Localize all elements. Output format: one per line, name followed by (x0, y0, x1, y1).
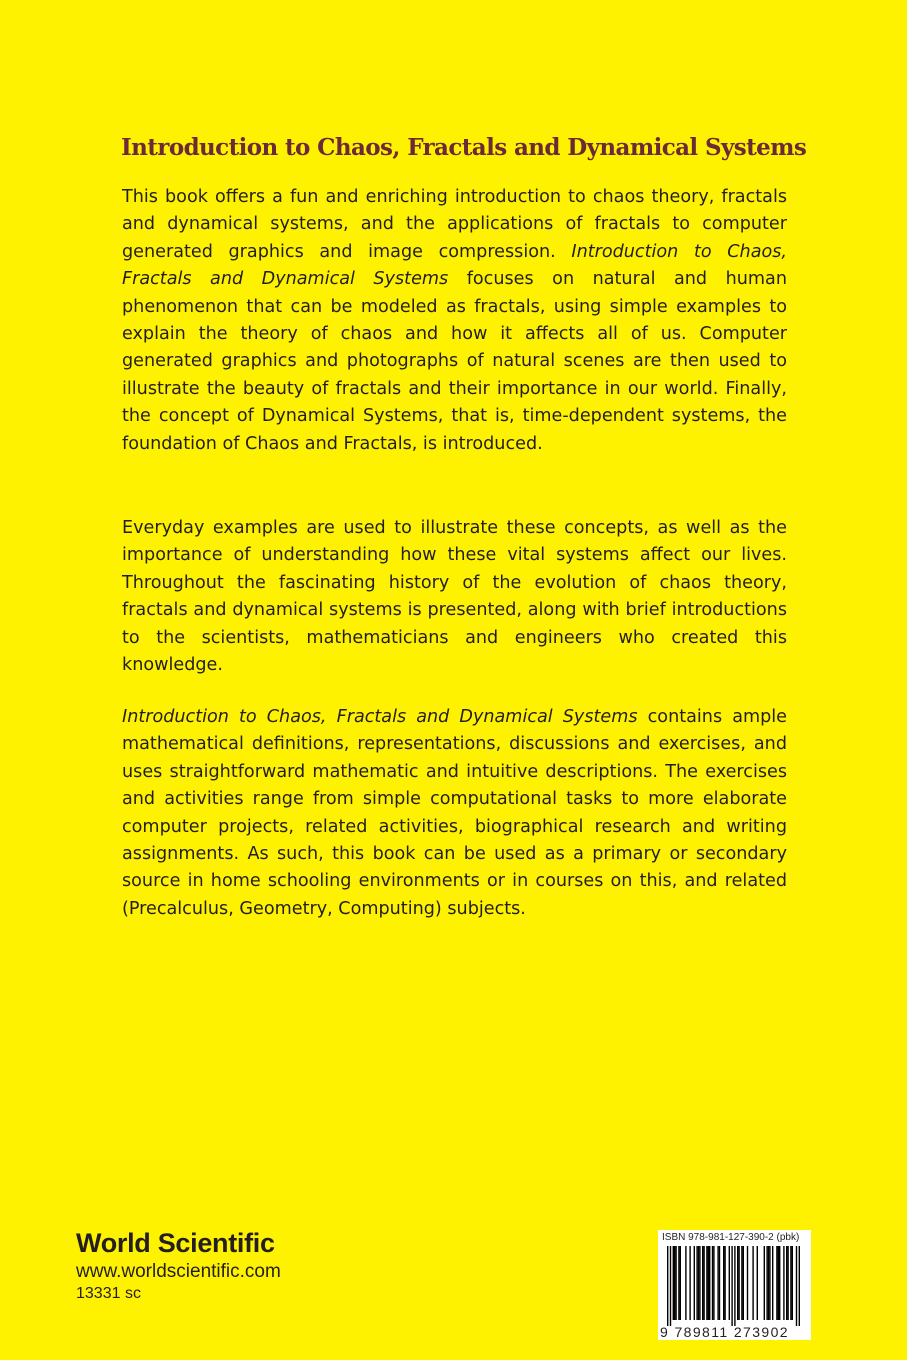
barcode-bar (673, 1246, 674, 1320)
barcode-bar (790, 1246, 791, 1320)
barcode-bar (712, 1246, 713, 1320)
barcode-bar (776, 1246, 777, 1320)
barcode-bar (752, 1246, 753, 1320)
barcode-bar (743, 1246, 744, 1320)
barcode-bar (737, 1246, 738, 1320)
barcode-bar (734, 1246, 735, 1326)
publisher-url: www.worldscientific.com (76, 1261, 281, 1282)
barcode-bar (778, 1246, 779, 1320)
barcode-bar (703, 1246, 704, 1320)
barcode-bar (783, 1246, 784, 1320)
barcode-bar (731, 1246, 732, 1326)
para1-text-b: focuses on natural and human phenomenon that can be modeled as fractals, using simple examples to explain the theory of chaos and how it affects all of us. Computer generated graphics and photographs of natural scenes are then used to illustrate the beauty of fractals and their importance in our world. Finally, the concept of Dynamical Systems, that is, time-dependent systems, the foundation of Chaos and Fractals, is introduced. (122, 269, 787, 454)
barcode-bar (729, 1246, 730, 1320)
barcode-bar (685, 1246, 686, 1320)
publisher-name: World Scientific (76, 1228, 275, 1258)
barcode-bar (699, 1246, 700, 1320)
barcode-bar (709, 1246, 710, 1320)
description-paragraph-2: Everyday examples are used to illustrate these concepts, as well as the importance of understanding how these vital systems affect our lives. Throughout the fascinating history of the evolution of chaos theory, fractals and dynamical systems is presented, along with brief introductions to the scientists, mathematicians and engineers who created this knowledge. (122, 518, 787, 676)
isbn-label: ISBN 978-981-127-390-2 (pbk) (662, 1232, 800, 1243)
barcode-bar (766, 1246, 767, 1320)
description-paragraph-1 (122, 184, 787, 458)
barcode-bar (787, 1246, 788, 1320)
barcode-bar (764, 1246, 765, 1320)
barcode-bar (689, 1246, 690, 1320)
barcode-bar (702, 1246, 703, 1320)
publisher-block (76, 1228, 281, 1303)
barcode-bar (796, 1246, 797, 1326)
barcode-bar (772, 1246, 773, 1320)
barcode-bar (680, 1246, 681, 1320)
barcode-bar (670, 1246, 671, 1326)
barcode-bar (738, 1246, 739, 1320)
barcode-bar (674, 1246, 675, 1320)
barcode-icon (664, 1246, 805, 1326)
para1-text-a: This book offers a fun and enriching introduction to chaos theory, fractals and dynamical systems, and the applications of fractals to computer generated graphics and image compression. (122, 187, 787, 262)
barcode-bar (724, 1246, 725, 1320)
barcode-bar (717, 1246, 718, 1320)
book-title: Introduction to Chaos, Fractals and Dynamical Systems (121, 134, 807, 161)
publisher-code: 13331 sc (76, 1285, 141, 1302)
barcode-bar (708, 1246, 709, 1320)
barcode-bar (667, 1246, 668, 1326)
description-paragraph-3 (122, 704, 787, 923)
barcode-bar (792, 1246, 793, 1320)
barcode-bar (723, 1246, 724, 1320)
para3-text-b: contains ample mathematical definitions, representations, discussions and exercises, and uses straightforward mathematic and intuitive descriptions. The exercises and activities range from simple computational tasks to more elaborate computer projects, related activities, biographical research and writing assignments. As such, this book can be used as a primary or secondary source in home schooling environments or in courses on this, and related (Precalculus, Geometry, Computing) subjects. (122, 707, 787, 919)
barcode-bar (696, 1246, 697, 1320)
barcode-bar (741, 1246, 742, 1320)
barcode-bar (779, 1246, 780, 1320)
barcode-bar (786, 1246, 787, 1320)
barcode-bar (757, 1246, 758, 1320)
para3-italic-title: Introduction to Chaos, Fractals and Dynamical Systems (122, 707, 638, 727)
barcode-bar (769, 1246, 770, 1320)
barcode-bar (799, 1246, 800, 1326)
barcode-bar (675, 1246, 676, 1320)
barcode-bar (678, 1246, 679, 1320)
barcode-digits: 9 789811 273902 (660, 1324, 789, 1340)
barcode-box (658, 1230, 811, 1340)
barcode-bar (719, 1246, 720, 1320)
barcode-bar (747, 1246, 748, 1320)
barcode-bar (768, 1246, 769, 1320)
barcode-bar (698, 1246, 699, 1320)
barcode-bar (713, 1246, 714, 1320)
barcode-bar (694, 1246, 695, 1320)
barcode-bar (706, 1246, 707, 1320)
para1-italic-title: Introduction to Chaos, Fractals and Dynamical Systems (122, 241, 787, 290)
